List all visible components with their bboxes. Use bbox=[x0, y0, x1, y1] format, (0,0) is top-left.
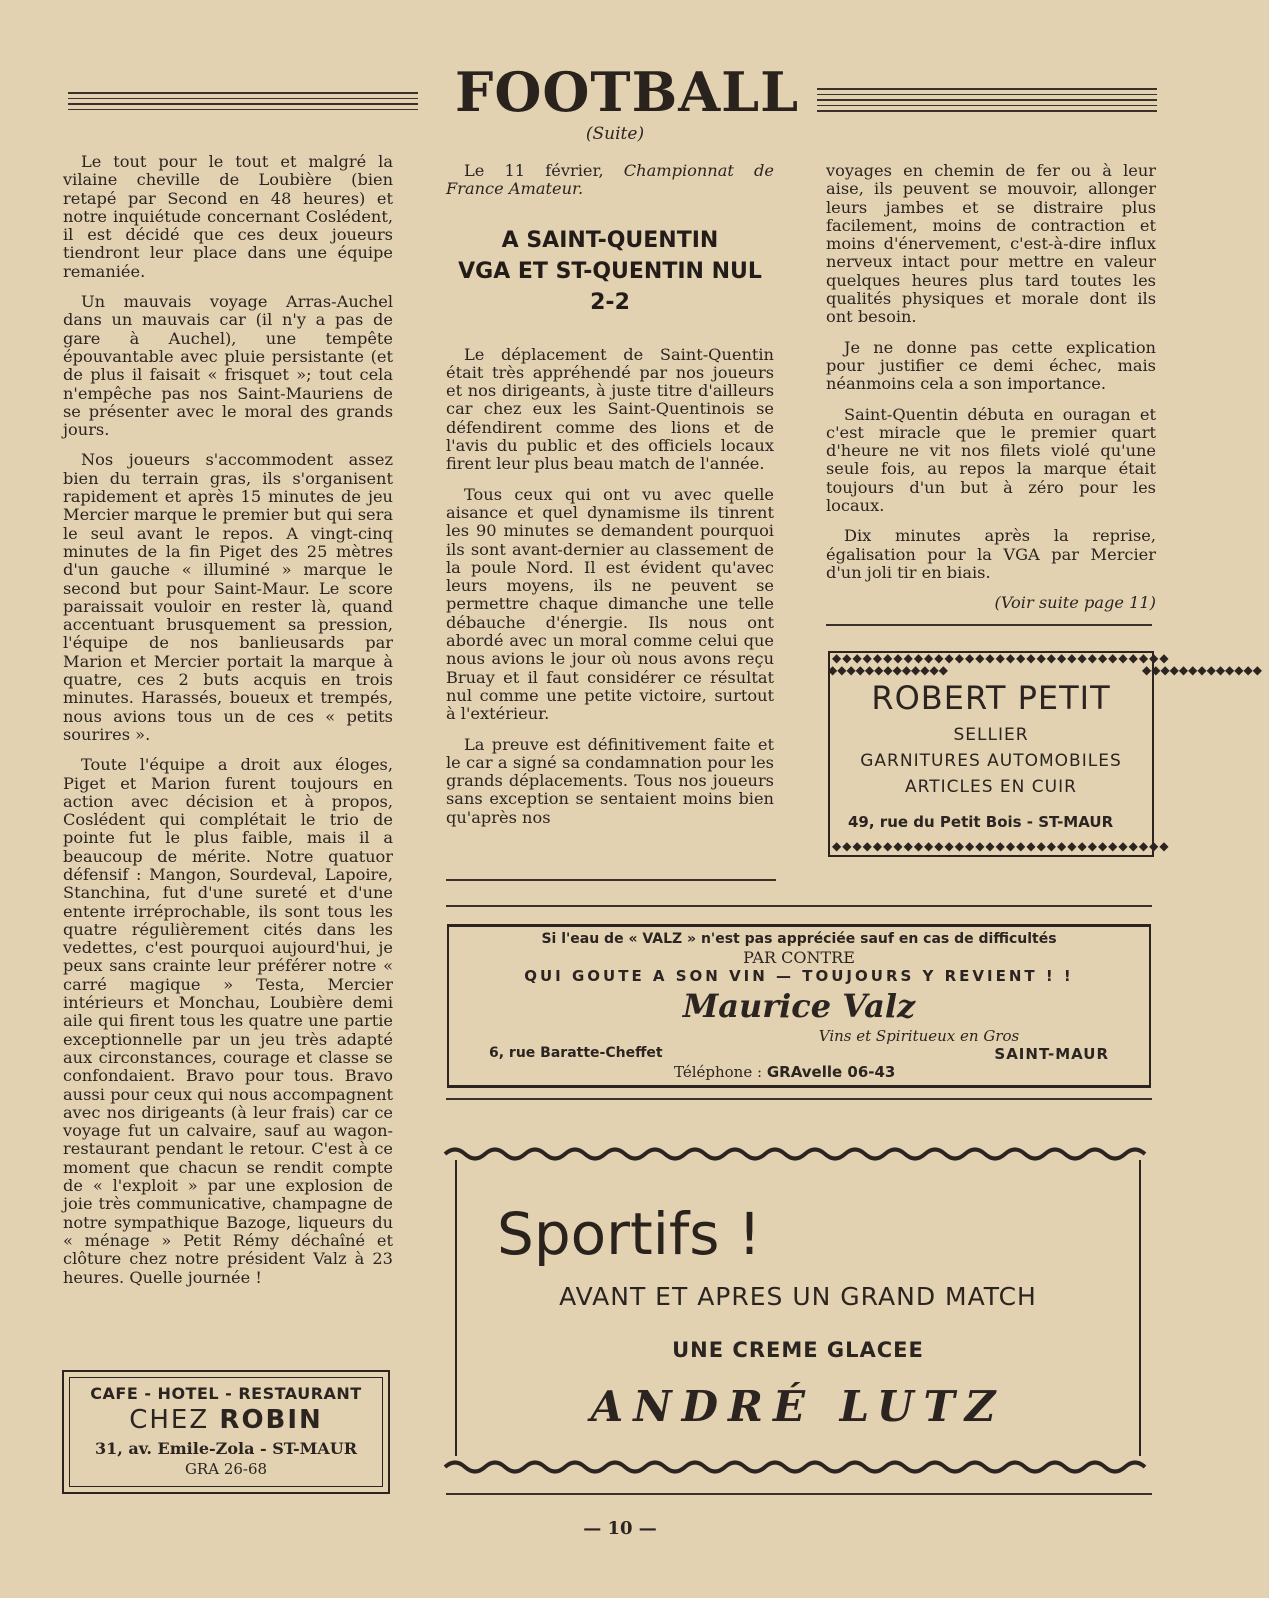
robin-name bbox=[70, 1405, 382, 1435]
petit-address: 49, rue du Petit Bois - ST-MAUR bbox=[848, 813, 1114, 831]
header-rule-right bbox=[817, 88, 1157, 116]
petit-name: ROBERT PETIT bbox=[871, 679, 1111, 717]
ad-andre-lutz bbox=[455, 1160, 1141, 1456]
valz-phone-number: GRAvelle 06-43 bbox=[766, 1063, 896, 1081]
wavy-border-bottom bbox=[445, 1456, 1155, 1478]
page-subtitle: (Suite) bbox=[585, 124, 645, 144]
intro-date: Le 11 février, bbox=[464, 161, 624, 180]
article-headline bbox=[446, 225, 774, 318]
ad-robert-petit bbox=[828, 651, 1262, 857]
sportifs-brand: ANDRÉ LUTZ bbox=[590, 1382, 1006, 1431]
valz-phone bbox=[674, 1063, 895, 1081]
intro bbox=[446, 162, 774, 199]
paragraph: Nos joueurs s'accommodent assez bien du terrain gras, ils s'organisent rapidement et après 15 minutes de jeu Mercier marque le premier but qui sera le seul avant le repos. A vingt-cinq minutes de la fin Piget des 25 mètres d'un gauche « illuminé » marque le second but pour Saint-Maur. Le score paraissait vouloir en rester là, quand accentuant brusquement sa pression, l'équipe de nos banlieusards par Marion et Mercier portait la marque à quatre, ces 2 buts acquis en trois minutes. Harassés, boueux et trempés, nous avions tous un de ces « petits sourires ». bbox=[63, 450, 393, 744]
robin-chez: CHEZ bbox=[129, 1405, 210, 1435]
valz-phone-label: Téléphone : bbox=[674, 1063, 763, 1081]
valz-business: Vins et Spiritueux en Gros bbox=[818, 1027, 1020, 1045]
page-title: FOOTBALL bbox=[455, 60, 800, 124]
paragraph: Un mauvais voyage Arras-Auchel dans un mauvais car (il n'y a pas de gare à Auchel), une tempête épouvantable avec pluie persistante (et de plus il faisait « frisquet »; tout cela n'empêche pas nos Saint-Mauriens de se présenter avec le moral des grands jours. bbox=[63, 292, 393, 440]
valz-city: SAINT-MAUR bbox=[994, 1045, 1109, 1063]
headline-line: 2-2 bbox=[590, 289, 630, 315]
paragraph: Tous ceux qui ont vu avec quelle aisance et quel dynamisme ils tinrent les 90 minutes se demandent pourquoi ils sont avant-dernier au classement de la poule Nord. Il est évident qu'avec leurs moyens, ils ne peuvent se permettre chaque dimanche une telle débauche d'énergie. Ils nous ont abordé avec un moral comme celui que nous avions le jour où nous avons reçu Bruay et il faut considérer ce résultat nul comme une petite victoire, surtout à l'extérieur. bbox=[446, 484, 774, 724]
valz-tagline: QUI GOUTE A SON VIN — TOUJOURS Y REVIENT ! ! bbox=[524, 967, 1074, 985]
robin-inner-frame bbox=[69, 1377, 383, 1487]
paragraph: La preuve est définitivement faite et le car a signé sa condamnation pour les grands déplacements. Tous nos joueurs sans exception se sentaient moins bien qu'après nos bbox=[446, 734, 774, 827]
sportifs-title: Sportifs ! bbox=[497, 1200, 762, 1268]
sportifs-line-2: UNE CREME GLACEE bbox=[672, 1338, 924, 1362]
section-rule bbox=[446, 1098, 1152, 1100]
article-column-1 bbox=[63, 153, 393, 1363]
section-rule bbox=[446, 1493, 1152, 1495]
valz-slogan: Si l'eau de « VALZ » n'est pas appréciée sauf en cas de difficultés bbox=[541, 931, 1057, 947]
valz-name: Maurice Valz bbox=[682, 987, 916, 1025]
article-column-2 bbox=[446, 162, 774, 862]
paragraph: voyages en chemin de fer ou à leur aise, ils peuvent se mouvoir, allonger leurs jambes et se distraire plus facilement, moins de contraction et moins d'énervement, c'est-à-dire influx nerveux intact pour mettre en valeur quelques heures plus tard toutes les qualités physiques et morale dont ils ont besoin. bbox=[826, 161, 1156, 327]
page-number: — 10 — bbox=[583, 1518, 657, 1539]
paragraph: Le déplacement de Saint-Quentin était très appréhendé par nos joueurs et nos dirigeants, à juste titre d'ailleurs car chez eux les Saint-Quentinois se défendirent comme des lions et de l'avis du public et des officiels locaux firent leur plus beau match de l'année. bbox=[446, 344, 774, 474]
section-rule bbox=[446, 905, 1152, 907]
diamond-border-right: ◆◆◆◆◆◆◆◆◆◆◆◆◆ bbox=[1142, 663, 1262, 677]
paragraph: Dix minutes après la reprise, égalisation pour la VGA par Mercier d'un joli tir en biais. bbox=[826, 526, 1156, 582]
headline-line: VGA ET ST-QUENTIN NUL bbox=[458, 258, 762, 284]
paragraph: Toute l'équipe a droit aux éloges, Piget et Marion furent toujours en action avec décision et à propos, Coslédent qui complétait le trio de pointe fut le plus faible, mais il a beaucoup de mérite. Notre quatuor défensif : Mangon, Sourdeval, Lapoire, Stanchina, fut d'une sureté et d'une entente irréprochable, ils sont tous les quatre régulièrement cités dans les vedettes, c'est pourquoi aujourd'hui, je peux sans crainte leur préférer notre « carré magique » Testa, Mercier intérieurs et Monchau, Loubière demi aile qui firent tous les quatre une partie exceptionnelle par un jeu très adapté aux circonstances, courage et classe se confondaient. Bravo pour tous. Bravo aussi pour ceux qui nous accompagnent avec nos dirigeants (à leur frais) car ce voyage fut un calvaire, sauf au wagon-restaurant pendant le retour. C'est à ce moment que chacun se rendit compte de « l'exploit » par une explosion de joie très communicative, champagne de notre sympathique Bazoge, liqueurs du « ménage » Petit Rémy déchaîné et clôture chez notre président Valz à 23 heures. Quelle journée ! bbox=[63, 755, 393, 1287]
sportifs-line-1: AVANT ET APRES UN GRAND MATCH bbox=[559, 1282, 1037, 1311]
section-rule bbox=[446, 879, 776, 881]
valz-address: 6, rue Baratte-Cheffet bbox=[489, 1045, 663, 1061]
diamond-border-bottom: ◆◆◆◆◆◆◆◆◆◆◆◆◆◆◆◆◆◆◆◆◆◆◆◆◆◆◆◆◆◆◆◆◆ bbox=[832, 839, 1170, 853]
intro-competition: Championnat de France Amateur. bbox=[446, 161, 774, 199]
petit-service: GARNITURES AUTOMOBILES bbox=[860, 751, 1122, 771]
diamond-border-top: ◆◆◆◆◆◆◆◆◆◆◆◆◆◆◆◆◆◆◆◆◆◆◆◆◆◆◆◆◆◆◆◆◆ bbox=[832, 651, 1170, 665]
robin-surname: ROBIN bbox=[219, 1405, 323, 1435]
valz-contrast: PAR CONTRE bbox=[743, 948, 855, 967]
paragraph: Je ne donne pas cette explication pour justifier ce demi échec, mais néanmoins cela a son importance. bbox=[826, 337, 1156, 394]
headline-line: A SAINT-QUENTIN bbox=[501, 227, 719, 253]
column-divider-rule bbox=[826, 624, 1152, 626]
continued-note: (Voir suite page 11) bbox=[994, 593, 1156, 613]
paragraph: Saint-Quentin débuta en ouragan et c'est miracle que le premier quart d'heure ne vit nos filets violé qu'une seule fois, au repos la marque était toujours d'un but à zéro pour les locaux. bbox=[826, 404, 1156, 516]
ad-chez-robin bbox=[62, 1370, 390, 1494]
ad-maurice-valz bbox=[447, 924, 1151, 1088]
header-rule-left bbox=[68, 92, 418, 114]
petit-goods: ARTICLES EN CUIR bbox=[905, 777, 1077, 797]
article-column-3 bbox=[826, 162, 1156, 613]
petit-trade: SELLIER bbox=[953, 725, 1029, 745]
robin-category: CAFE - HOTEL - RESTAURANT bbox=[90, 1384, 362, 1403]
paragraph: Le tout pour le tout et malgré la vilaine cheville de Loubière (bien retapé par Second en 48 heures) et notre inquiétude concernant Coslédent, il est décidé que ces deux joueurs tiendront leur place dans une équipe remaniée. bbox=[63, 152, 393, 281]
diamond-border-left: ◆◆◆◆◆◆◆◆◆◆◆◆◆ bbox=[828, 663, 948, 677]
robin-phone: GRA 26-68 bbox=[184, 1460, 268, 1478]
robin-address: 31, av. Emile-Zola - ST-MAUR bbox=[94, 1439, 358, 1458]
